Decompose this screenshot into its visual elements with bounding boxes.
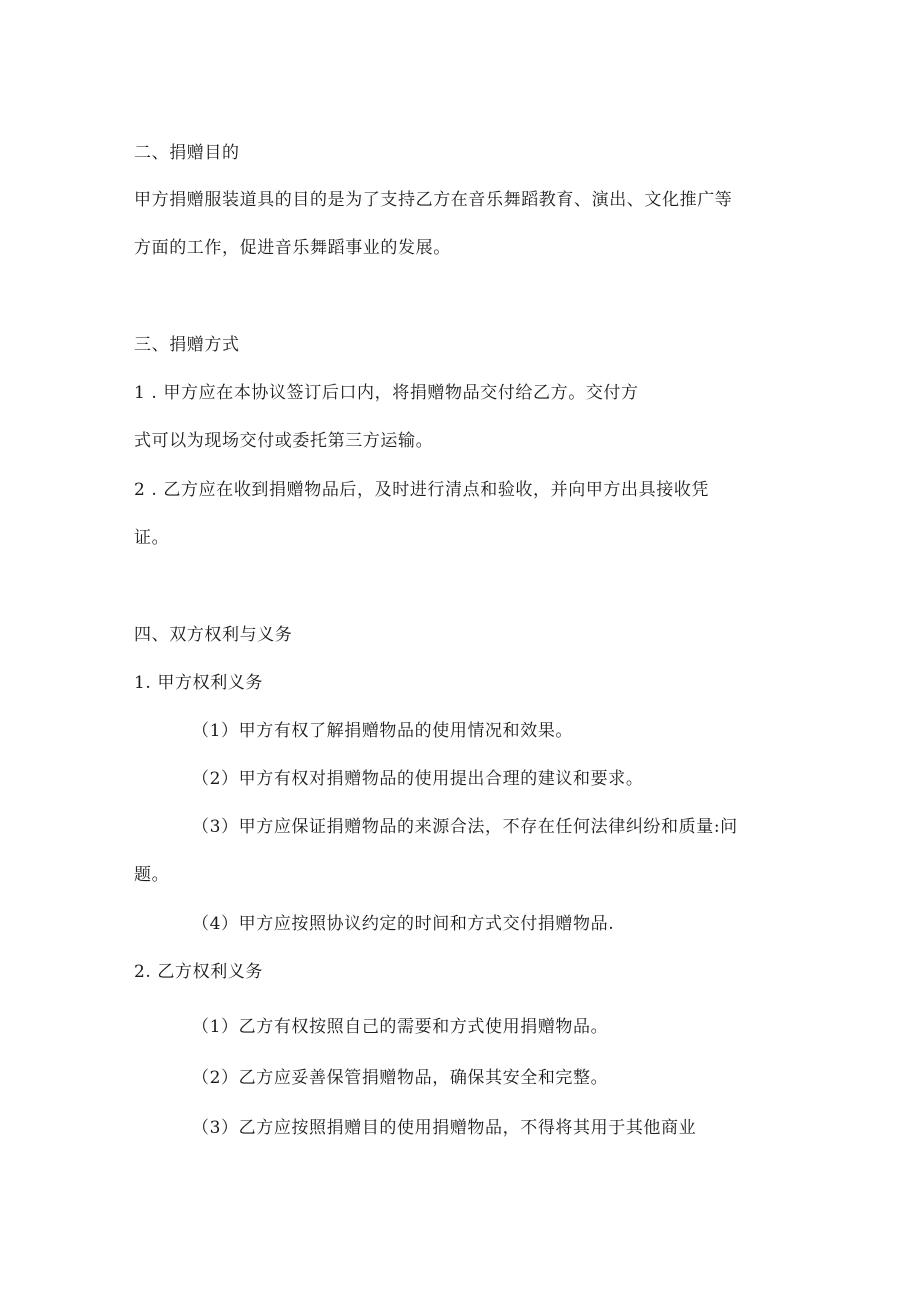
- purpose-paragraph-line-1: 甲方捐赠服装道具的目的是为了支持乙方在音乐舞蹈教育、演出、文化推广等: [134, 190, 733, 210]
- party-b-item-2: （2）乙方应妥善保管捐赠物品，确保其安全和完整。: [192, 1068, 609, 1088]
- party-a-title: 1. 甲方权利义务: [134, 673, 264, 693]
- party-a-item-1: （1）甲方有权了解捐赠物品的使用情况和效果。: [192, 721, 574, 741]
- method-item-1-line-2: 式可以为现场交付或委托第三方运输。: [134, 431, 434, 451]
- method-item-2-line-2: 证。: [134, 528, 170, 548]
- party-a-item-4: （4）甲方应按照协议约定的时间和方式交付捐赠物品.: [192, 914, 615, 934]
- purpose-paragraph-line-2: 方面的工作，促进音乐舞蹈事业的发展。: [134, 238, 451, 258]
- party-a-item-2: （2）甲方有权对捐赠物品的使用提出合理的建议和要求。: [192, 769, 644, 789]
- party-b-title: 2. 乙方权利义务: [134, 962, 264, 982]
- method-item-2-line-1: 2 . 乙方应在收到捐赠物品后，及时进行清点和验收，并向甲方出具接收凭: [134, 480, 710, 500]
- party-b-item-3: （3）乙方应按照捐赠目的使用捐赠物品，不得将其用于其他商业: [192, 1118, 697, 1138]
- party-b-item-1: （1）乙方有权按照自己的需要和方式使用捐赠物品。: [192, 1017, 609, 1037]
- party-a-item-3-line-2: 题。: [134, 865, 170, 885]
- method-item-1-line-1: 1 . 甲方应在本协议签订后口内，将捐赠物品交付给乙方。交付方: [134, 383, 639, 403]
- section-heading-rights: 四、双方权利与义务: [134, 625, 293, 645]
- section-heading-purpose: 二、捐赠目的: [134, 143, 240, 163]
- section-heading-method: 三、捐赠方式: [134, 335, 240, 355]
- party-a-item-3-line-1: （3）甲方应保证捐赠物品的来源合法，不存在任何法律纠纷和质量:问: [192, 817, 738, 837]
